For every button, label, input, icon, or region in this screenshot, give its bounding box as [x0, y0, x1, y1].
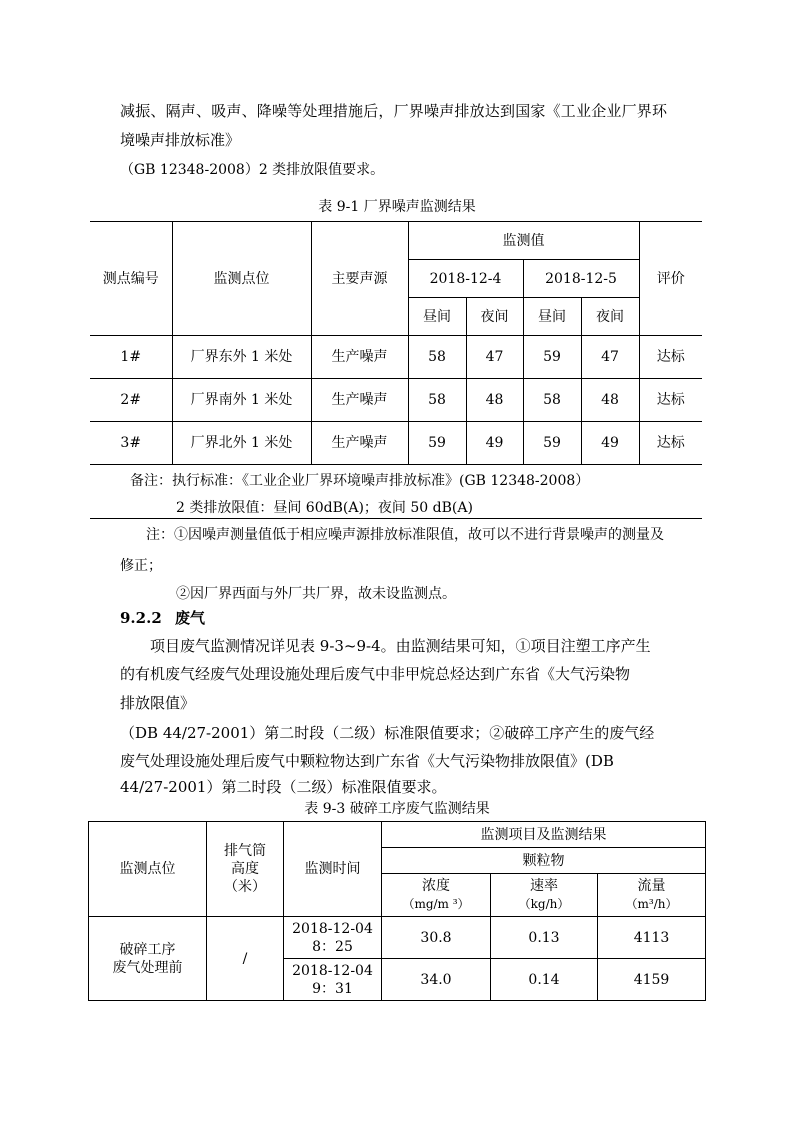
header-location: 监测点位: [172, 222, 311, 336]
table-row: [90, 422, 702, 465]
header-day-1: 昼间: [408, 298, 466, 336]
cell-date: 2018-12-04: [292, 962, 373, 979]
cell-d1-day: 59: [408, 422, 466, 465]
table1-remark-standard: 备注：执行标准：《工业企业厂界环境噪声排放标准》(GB 12348-2008）: [130, 473, 590, 489]
cell-d2-day: 58: [523, 379, 581, 422]
header-items: 监测项目及监测结果: [382, 822, 706, 848]
cell-location-line-1: 破碎工序: [119, 941, 176, 958]
cell-clock: 8：25: [312, 938, 353, 955]
section-para-line-4: （DB 44/27-2001）第二时段（二级）标准限值要求；②破碎工序产生的废气经: [120, 724, 655, 742]
cell-eval: 达标: [639, 379, 702, 422]
header-rate-label: 速率: [530, 878, 558, 894]
exhaust-gas-table: [88, 821, 706, 1001]
cell-location: [89, 917, 207, 1001]
header-eval: 评价: [639, 222, 702, 336]
table1-bottom-rule: [90, 518, 702, 519]
cell-source: 生产噪声: [311, 379, 408, 422]
header-concentration: [382, 874, 491, 917]
cell-d1-night: 48: [466, 379, 523, 422]
cell-d2-night: 48: [581, 379, 639, 422]
noise-monitoring-table: [90, 221, 702, 465]
cell-eval: 达标: [639, 422, 702, 465]
cell-point-no: 3#: [90, 422, 172, 465]
header-flow-label: 流量: [637, 878, 666, 894]
cell-rate: 0.13: [491, 917, 598, 959]
header-rate-unit: （kg/h）: [518, 897, 570, 911]
header-source: 主要声源: [311, 222, 408, 336]
cell-d1-night: 49: [466, 422, 523, 465]
cell-d1-night: 47: [466, 336, 523, 379]
header-night-2: 夜间: [581, 298, 639, 336]
header-stack-line-3: （米）: [224, 879, 266, 895]
cell-eval: 达标: [639, 336, 702, 379]
cell-location: 厂界北外 1 米处: [172, 422, 311, 465]
table-row: [89, 917, 706, 959]
cell-stack-height: /: [207, 917, 284, 1001]
cell-source: 生产噪声: [311, 422, 408, 465]
header-particulate: 颗粒物: [382, 848, 706, 874]
section-para-line-6: 44/27-2001）第二时段（二级）标准限值要求。: [120, 778, 447, 796]
header-rate: [491, 874, 598, 917]
table3-caption: 表 9-3 破碎工序废气监测结果: [304, 801, 490, 817]
header-day-2: 昼间: [523, 298, 581, 336]
cell-flow: 4159: [598, 959, 706, 1001]
cell-d2-day: 59: [523, 336, 581, 379]
cell-clock: 9：31: [312, 980, 353, 997]
intro-line-2: 境噪声排放标准》: [120, 131, 241, 149]
header-date-2: 2018-12-5: [523, 260, 639, 298]
section-para-line-2: 的有机废气经废气处理设施处理后废气中非甲烷总烃达到广东省《大气污染物: [120, 665, 631, 683]
header-stack-line-2: 高度: [231, 861, 259, 877]
header-flow-unit: （m³/h）: [625, 897, 678, 911]
header-value: 监测值: [408, 222, 639, 260]
table-row: [90, 336, 702, 379]
cell-flow: 4113: [598, 917, 706, 959]
cell-location: 厂界南外 1 米处: [172, 379, 311, 422]
section-para-line-3: 排放限值》: [120, 694, 196, 712]
cell-d2-day: 59: [523, 422, 581, 465]
header-stack-height: [207, 822, 284, 917]
note-1: 注：①因噪声测量值低于相应噪声源排放标准限值，故可以不进行背景噪声的测量及: [146, 527, 664, 543]
section-title: 废气: [175, 609, 206, 627]
header-stack-line-1: 排气筒: [224, 843, 266, 859]
cell-d2-night: 49: [581, 422, 639, 465]
cell-location: 厂界东外 1 米处: [172, 336, 311, 379]
cell-point-no: 2#: [90, 379, 172, 422]
cell-time: [284, 917, 382, 959]
cell-conc: 34.0: [382, 959, 491, 1001]
header-time: 监测时间: [284, 822, 382, 917]
cell-d1-day: 58: [408, 336, 466, 379]
table1-caption: 表 9-1 厂界噪声监测结果: [318, 199, 476, 215]
header-location: 监测点位: [89, 822, 207, 917]
cell-source: 生产噪声: [311, 336, 408, 379]
cell-rate: 0.14: [491, 959, 598, 1001]
header-conc-label: 浓度: [422, 878, 450, 894]
cell-time: [284, 959, 382, 1001]
section-number: 9.2.2: [120, 609, 162, 627]
section-heading: [120, 608, 205, 628]
table1-remark-limit: 2 类排放限值：昼间 60dB(A)；夜间 50 dB(A): [176, 500, 473, 516]
section-para-line-5: 废气处理设施处理后废气中颗粒物达到广东省《大气污染物排放限值》(DB: [120, 752, 614, 770]
intro-line-1: 减振、隔声、吸声、降噪等处理措施后，厂界噪声排放达到国家《工业企业厂界环: [120, 102, 668, 120]
cell-point-no: 1#: [90, 336, 172, 379]
table-row: [90, 379, 702, 422]
header-conc-unit: （mg/m ³）: [402, 897, 470, 911]
header-night-1: 夜间: [466, 298, 523, 336]
intro-line-3: （GB 12348-2008）2 类排放限值要求。: [120, 162, 385, 178]
cell-conc: 30.8: [382, 917, 491, 959]
header-date-1: 2018-12-4: [408, 260, 523, 298]
cell-d1-day: 58: [408, 379, 466, 422]
note-1-cont: 修正；: [120, 558, 162, 574]
section-para-line-1: 项目废气监测情况详见表 9-3~9-4。由监测结果可知，①项目注塑工序产生: [150, 637, 651, 655]
cell-location-line-2: 废气处理前: [112, 959, 183, 976]
cell-d2-night: 47: [581, 336, 639, 379]
cell-date: 2018-12-04: [292, 920, 373, 937]
header-point-no: 测点编号: [90, 222, 172, 336]
header-flow: [598, 874, 706, 917]
note-2: ②因厂界西面与外厂共厂界，故未设监测点。: [176, 586, 456, 602]
